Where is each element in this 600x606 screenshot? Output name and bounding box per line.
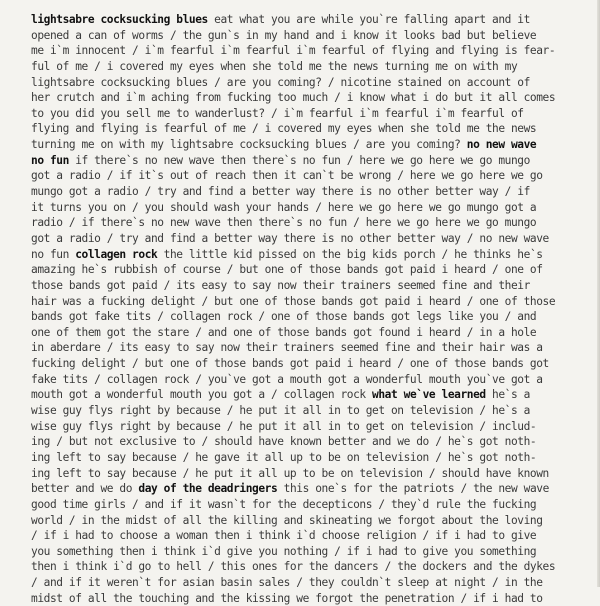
lyric-text: fucking delight / but one of those bands got paid i heard / one of those bands got	[31, 357, 549, 371]
lyric-text: better and we do	[31, 482, 139, 496]
lyric-text: mouth got a wonderful mouth you got a / collagen rock	[31, 388, 373, 402]
lyric-text: to you did you sell me to wanderlust? / i`m fearful i`m fearful i`m fearful of	[31, 106, 524, 120]
song-title: day of the deadringers	[138, 482, 278, 496]
lyric-text: in aberdare / its easy to say now their trainers seemed fine and their hair was a	[31, 341, 543, 355]
lyric-text: opened a can of worms / the gun`s in my hand and i know it looks bad but believe	[31, 28, 537, 42]
lyric-line	[31, 309, 576, 325]
lyric-line	[31, 43, 576, 59]
lyric-line	[31, 75, 576, 91]
lyric-line	[31, 450, 576, 466]
lyric-line	[31, 294, 576, 310]
song-title: collagen rock	[75, 247, 158, 261]
lyric-line	[31, 340, 576, 356]
lyric-text: her crutch and i`m aching from fucking too much / i know what i do but it all comes	[31, 91, 556, 105]
lyric-text: it turns you on / you should wash your hands / here we go here we go mungo got a	[31, 200, 537, 214]
lyric-line	[31, 591, 576, 606]
lyric-line	[31, 28, 576, 44]
lyric-line	[31, 575, 576, 591]
lyric-text: ing left to say because / he gave it all up to be on television / he`s got noth-	[31, 450, 537, 464]
lyric-line	[31, 325, 576, 341]
lyric-text: this one`s for the patriots / the new wave	[277, 482, 549, 496]
lyric-line	[31, 121, 576, 137]
lyric-line	[31, 481, 576, 497]
lyric-line	[31, 168, 576, 184]
lyric-line	[31, 466, 576, 482]
lyric-text: / and if it weren`t for asian basin sales / they couldn`t sleep at night / in the	[31, 576, 543, 590]
lyric-text: good time girls / and if it wasn`t for the decepticons / they`d rule the fucking	[31, 497, 537, 511]
lyric-text: eat what you are while you`re falling apart and it	[207, 13, 530, 26]
lyric-text: then i think i`d go to hell / this ones for the dancers / the dockers and the dykes	[31, 560, 556, 574]
lyric-line	[31, 372, 576, 388]
lyric-line	[31, 153, 576, 169]
lyric-line	[31, 278, 576, 294]
lyric-text: if there`s no new wave then there`s no fun / here we go here we go mungo	[68, 153, 530, 167]
lyric-line	[31, 559, 576, 575]
lyric-line	[31, 215, 576, 231]
lyric-line	[31, 262, 576, 278]
song-title: no new wave	[466, 138, 537, 152]
lyric-text: radio / if there`s no new wave then there`s no fun / here we go here we go mungo	[31, 216, 537, 230]
lyric-line	[31, 90, 576, 106]
lyric-line	[31, 497, 576, 513]
lyric-line	[31, 356, 576, 372]
lyric-text: the little kid pissed on the big kids porch / he thinks he`s	[157, 247, 543, 261]
lyric-line	[31, 387, 576, 403]
lyric-line	[31, 434, 576, 450]
lyric-text: got a radio / if it`s out of reach then it can`t be wrong / here we go here we go	[31, 169, 543, 183]
lyric-line	[31, 137, 576, 153]
lyric-text: wise guy flys right by because / he put it all in to get on television / he`s a	[31, 404, 530, 418]
lyric-text: those bands got paid / its easy to say now their trainers seemed fine and their	[31, 278, 530, 292]
song-title: what we`ve learned	[372, 388, 486, 402]
lyric-line	[31, 231, 576, 247]
song-title: lightsabre cocksucking blues	[31, 13, 208, 26]
lyric-text: / if i had to choose a woman then i think i`d choose religion / if i had to give	[31, 529, 537, 543]
lyric-line	[31, 247, 576, 263]
lyric-line	[31, 419, 576, 435]
lyric-text: he`s a	[485, 388, 530, 402]
lyric-text: ing left to say because / he put it all up to be on television / should have known	[31, 466, 549, 480]
lyric-text: me i`m innocent / i`m fearful i`m fearful i`m fearful of flying and flying is fear-	[31, 44, 556, 58]
lyric-text: turning me on with my lightsabre cocksucking blues / are you coming?	[31, 138, 467, 152]
lyric-text: bands got fake tits / collagen rock / one of those bands got legs like you / and	[31, 310, 537, 324]
lyric-line	[31, 184, 576, 200]
lyric-line	[31, 528, 576, 544]
lyric-text: no fun	[31, 247, 76, 261]
lyric-text: one of them got the stare / and one of those bands got found i heard / in a hole	[31, 325, 537, 339]
lyric-text: flying and flying is fearful of me / i covered my eyes when she told me the news	[31, 122, 537, 136]
lyric-text: ing / but not exclusive to / should have known better and we do / he`s got noth-	[31, 435, 537, 449]
lyric-line	[31, 59, 576, 75]
lyric-text: lightsabre cocksucking blues / are you coming? / nicotine stained on account of	[31, 75, 530, 89]
lyric-text: hair was a fucking delight / but one of those bands got paid i heard / one of those	[31, 294, 556, 308]
lyric-text: midst of all the touching and the kissing we forgot the penetration / if i had to	[31, 591, 543, 605]
lyric-text: you something then i think i`d give you nothing / if i had to give you something	[31, 544, 537, 558]
lyric-text: ful of me / i covered my eyes when she told me the news turning me on with my	[31, 59, 518, 73]
lyrics-text-block	[31, 12, 576, 606]
lyric-text: fake tits / collagen rock / you`ve got a mouth got a wonderful mouth you`ve got a	[31, 372, 543, 386]
lyric-line	[31, 403, 576, 419]
lyric-text: amazing he`s rubbish of course / but one of those bands got paid i heard / one of	[31, 263, 543, 277]
lyric-text: wise guy flys right by because / he put it all in to get on television / includ-	[31, 419, 537, 433]
song-title: no fun	[31, 153, 69, 167]
lyric-line	[31, 12, 576, 28]
lyric-line	[31, 200, 576, 216]
lyric-line	[31, 544, 576, 560]
lyric-line	[31, 513, 576, 529]
lyric-line	[31, 106, 576, 122]
lyric-text: got a radio / try and find a better way there is no other better way / no new wave	[31, 231, 549, 245]
lyric-text: world / in the midst of all the killing and skineating we forgot about the loving	[31, 513, 543, 527]
lyric-text: mungo got a radio / try and find a better way there is no other better way / if	[31, 185, 530, 199]
